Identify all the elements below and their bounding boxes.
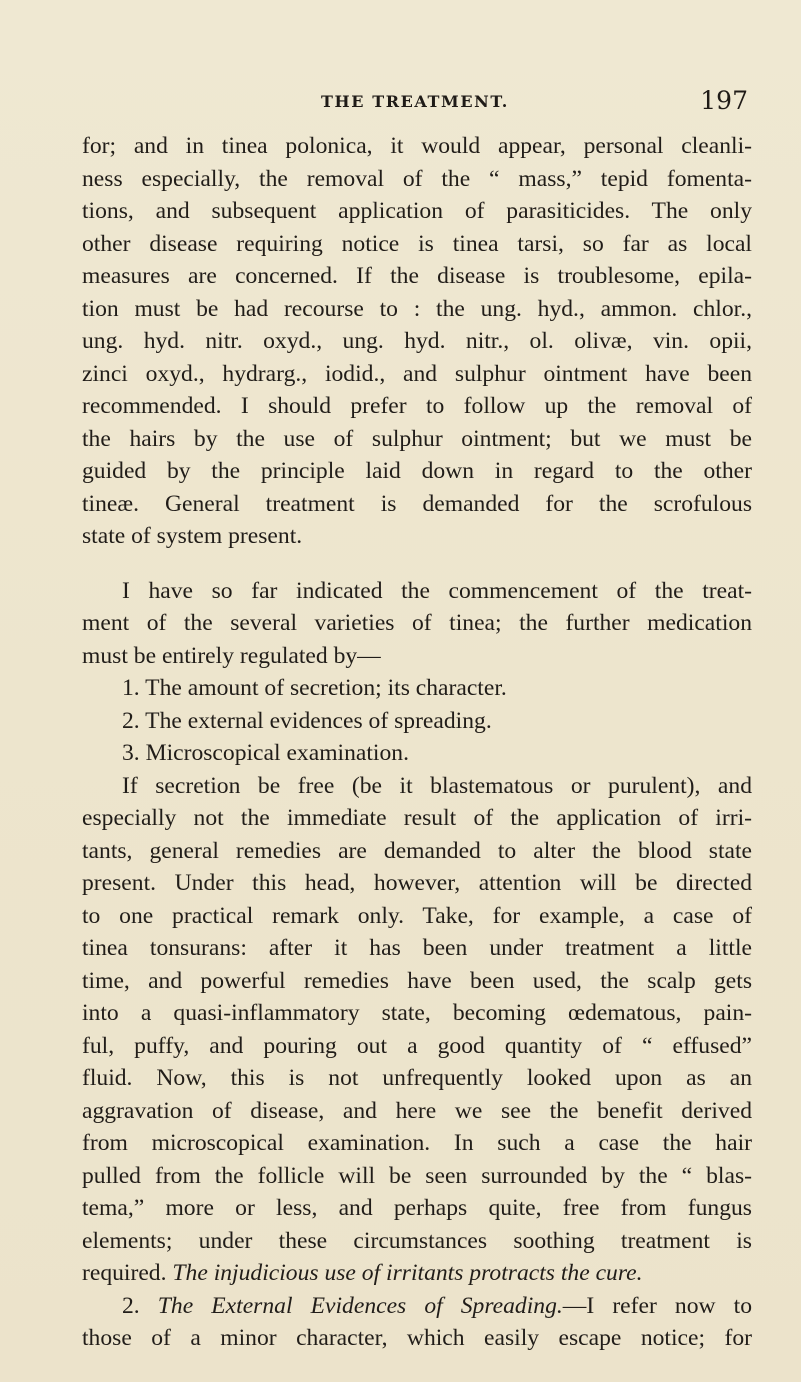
running-title: THE TREATMENT. bbox=[321, 92, 509, 111]
text-line: time, and powerful remedies have been used, the scalp gets bbox=[82, 967, 752, 994]
text-line: especially not the immediate result of the application of irri- bbox=[82, 805, 752, 831]
text-line: tema,” more or less, and perhaps quite, free from fungus bbox=[82, 1195, 752, 1221]
list-item: 1. The amount of secretion; its character. bbox=[122, 675, 507, 701]
list-item: 2. The external evidences of spreading. bbox=[122, 707, 492, 734]
text-line: state of system present. bbox=[82, 523, 303, 549]
text-line: tinea tonsurans: after it has been under treatment a little bbox=[82, 935, 752, 961]
list-item: 3. Microscopical examination. bbox=[122, 740, 409, 766]
text-line: present. Under this head, however, attention will be directed bbox=[82, 870, 752, 896]
section-heading-line bbox=[82, 1290, 752, 1323]
text-line bbox=[82, 1257, 752, 1290]
page-header bbox=[82, 86, 748, 116]
text-line: aggravation of disease, and here we see the benefit derived bbox=[82, 1097, 752, 1124]
text-line: fluid. Now, this is not unfrequently looked upon as an bbox=[82, 1065, 752, 1091]
text-line: I have so far indicated the commencement of the treat- bbox=[122, 577, 752, 604]
text-line: If secretion be free (be it blastematous or purulent), and bbox=[122, 772, 752, 799]
body-text bbox=[82, 130, 752, 1355]
text-line: other disease requiring notice is tinea tarsi, so far as local bbox=[82, 230, 752, 257]
text-line: for; and in tinea polonica, it would appear, personal cleanli- bbox=[82, 133, 752, 159]
text-line: into a quasi-inflammatory state, becoming œdematous, pain- bbox=[82, 1000, 752, 1026]
text-run: —I refer now to bbox=[562, 1292, 752, 1319]
text-line: ung. hyd. nitr. oxyd., ung. hyd. nitr., ol. olivæ, vin. opii, bbox=[82, 328, 752, 354]
text-line: ful, puffy, and pouring out a good quantity of “ effused” bbox=[82, 1032, 752, 1059]
text-line: those of a minor character, which easily escape notice; for bbox=[82, 1325, 752, 1351]
text-line: must be entirely regulated by— bbox=[82, 642, 381, 669]
page-number: 197 bbox=[700, 86, 748, 115]
text-line: zinci oxyd., hydrarg., iodid., and sulphur ointment have been bbox=[82, 360, 752, 387]
section-heading: The External Evidences of Spreading. bbox=[157, 1292, 563, 1319]
text-line: tion must be had recourse to : the ung. hyd., ammon. chlor., bbox=[82, 295, 752, 322]
text-line: the hairs by the use of sulphur ointment; but we must be bbox=[82, 425, 752, 452]
text-line: guided by the principle laid down in regard to the other bbox=[82, 458, 752, 484]
text-line: measures are concerned. If the disease is troublesome, epila- bbox=[82, 263, 752, 289]
text-line: to one practical remark only. Take, for example, a case of bbox=[82, 902, 752, 929]
text-run: required. bbox=[82, 1260, 173, 1286]
section-number: 2. bbox=[122, 1292, 158, 1319]
text-line: tineæ. General treatment is demanded for the scrofulous bbox=[82, 490, 752, 517]
text-line: from microscopical examination. In such a case the hair bbox=[82, 1130, 752, 1156]
text-line: tants, general remedies are demanded to alter the blood state bbox=[82, 837, 752, 864]
text-line: recommended. I should prefer to follow up the removal of bbox=[82, 393, 752, 419]
text-line: elements; under these circumstances soothing treatment is bbox=[82, 1227, 752, 1254]
italic-sentence: The injudicious use of irritants protracts the cure. bbox=[172, 1260, 643, 1286]
text-line: ness especially, the removal of the “ mass,” tepid fomenta- bbox=[82, 165, 752, 192]
text-line: ment of the several varieties of tinea; the further medication bbox=[82, 610, 752, 636]
text-line: pulled from the follicle will be seen surrounded by the “ blas- bbox=[82, 1162, 752, 1189]
text-line: tions, and subsequent application of parasiticides. The only bbox=[82, 198, 752, 224]
